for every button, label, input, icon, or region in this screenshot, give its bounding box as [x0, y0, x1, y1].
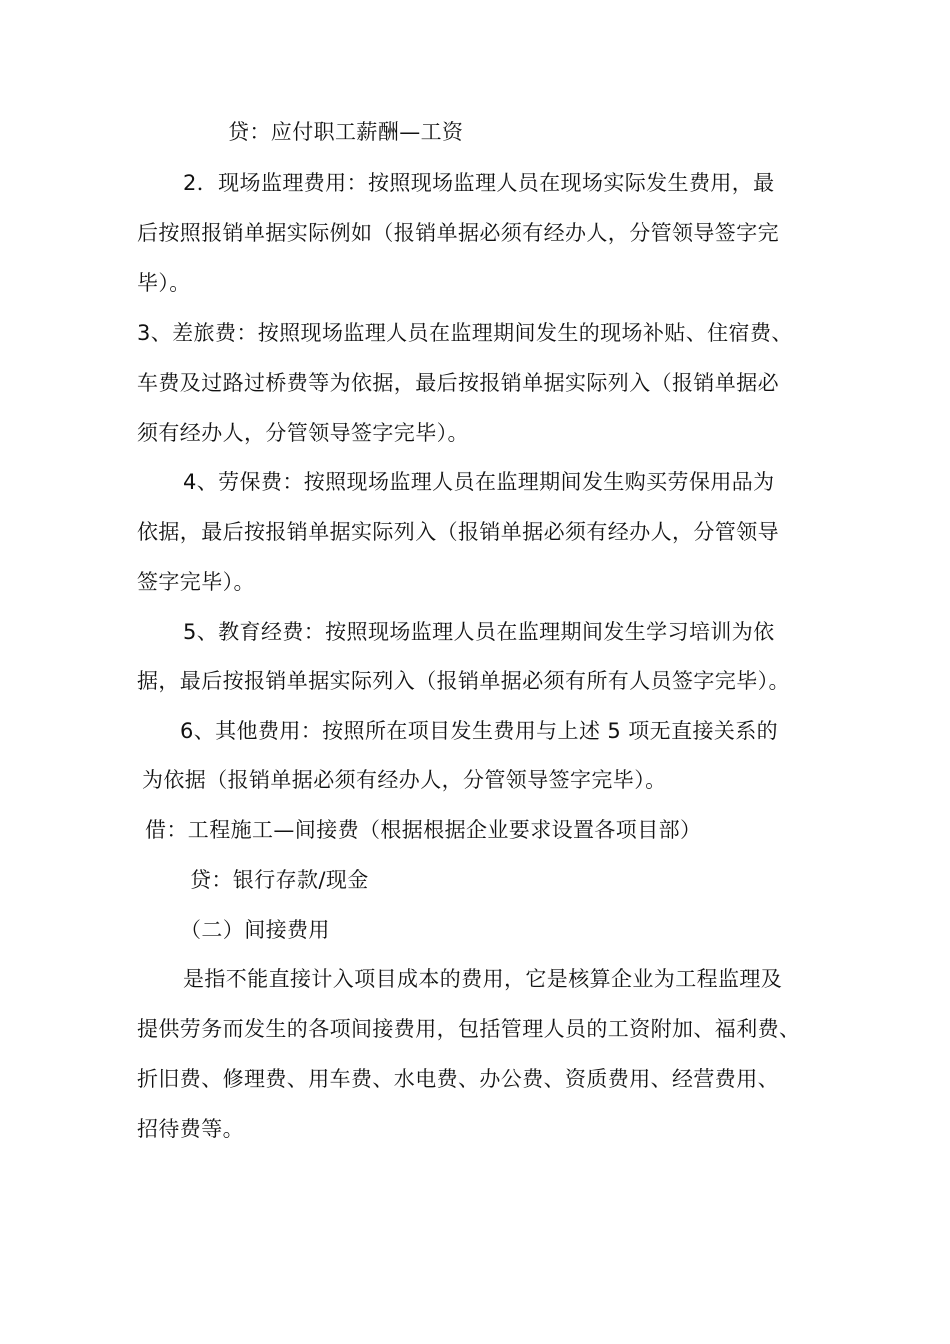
text-line-site-fees-1: 2．现场监理费用：按照现场监理人员在现场实际发生费用，最 — [183, 171, 775, 195]
section-heading-indirect-costs: （二）间接费用 — [180, 918, 330, 942]
text-line-education-2: 据，最后按报销单据实际列入（报销单据必须有所有人员签字完毕）。 — [137, 669, 790, 693]
text-line-indirect-2: 提供劳务而发生的各项间接费用，包括管理人员的工资附加、福利费、 — [137, 1017, 801, 1041]
text-line-labor-2: 依据，最后按报销单据实际列入（报销单据必须有经办人，分管领导 — [137, 520, 779, 544]
text-line-site-fees-3: 毕）。 — [137, 271, 191, 295]
text-line-other-2: 为依据（报销单据必须有经办人，分管领导签字完毕）。 — [142, 768, 667, 792]
text-line-credit-wages: 贷：应付职工薪酬—工资 — [228, 120, 464, 144]
text-line-other-1: 6、其他费用：按照所在项目发生费用与上述 5 项无直接关系的 — [180, 719, 779, 743]
text-line-site-fees-2: 后按照报销单据实际例如（报销单据必须有经办人，分管领导签字完 — [137, 221, 779, 245]
text-line-travel-1: 3、差旅费：按照现场监理人员在监理期间发生的现场补贴、住宿费、 — [137, 321, 793, 345]
text-line-indirect-3: 折旧费、修理费、用车费、水电费、办公费、资质费用、经营费用、 — [137, 1067, 779, 1091]
text-line-credit-bank: 贷：银行存款/现金 — [190, 868, 369, 892]
text-line-labor-1: 4、劳保费：按照现场监理人员在监理期间发生购买劳保用品为 — [183, 470, 775, 494]
text-line-labor-3: 签字完毕）。 — [137, 570, 255, 594]
text-line-travel-3: 须有经办人，分管领导签字完毕）。 — [137, 421, 469, 445]
text-line-education-1: 5、教育经费：按照现场监理人员在监理期间发生学习培训为依 — [183, 620, 775, 644]
text-line-debit-indirect: 借：工程施工—间接费（根据根据企业要求设置各项目部） — [145, 818, 702, 842]
text-line-indirect-4: 招待费等。 — [137, 1117, 244, 1141]
text-line-indirect-1: 是指不能直接计入项目成本的费用，它是核算企业为工程监理及 — [183, 967, 783, 991]
text-line-travel-2: 车费及过路过桥费等为依据，最后按报销单据实际列入（报销单据必 — [137, 371, 779, 395]
